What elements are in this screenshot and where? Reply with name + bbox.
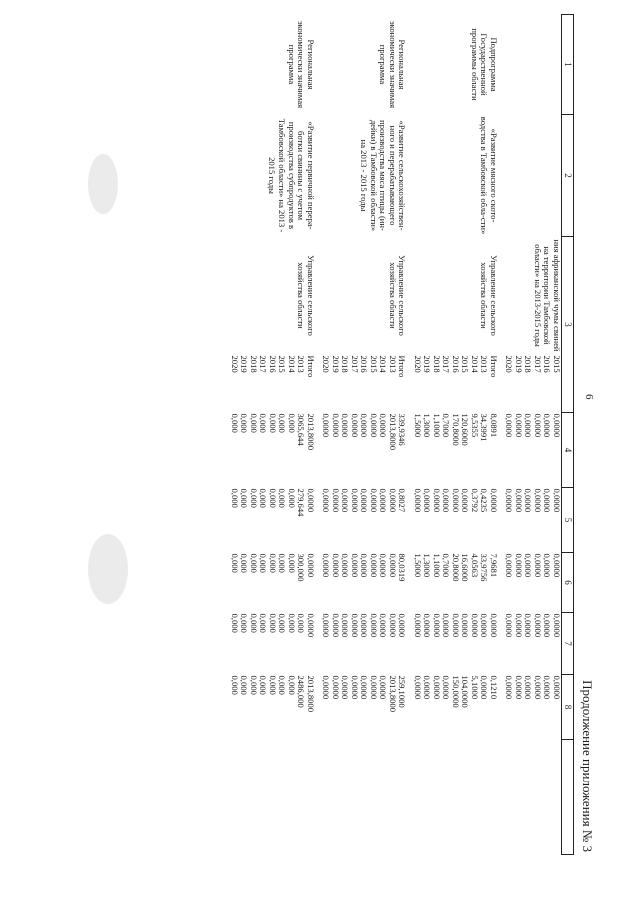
value-cell: 0,0000 [533,488,543,513]
executor-text: Управление сельского хозяйства области [387,255,408,336]
value-cell: 0,0000 [340,413,351,438]
year-cell: 2013 [388,355,398,373]
value-cell: 1,5000 [413,553,423,578]
value-cell: 0,0000 [523,613,534,638]
value-cell: 0,000 [268,613,278,633]
extra-column [230,675,316,740]
table-row [413,15,499,855]
value-cell: 0,0000 [350,675,360,700]
value-cell: 0,000 [230,675,240,695]
blank-cell [413,740,499,855]
year-cell: 2014 [378,355,389,373]
year-cell: 2015 [460,355,471,373]
value-cell: 0,0000 [359,488,370,513]
value-cell: 0,0000 [552,553,562,578]
value-cell: 0,0000 [542,488,553,513]
header-col-1: 1 [562,15,574,115]
value-cell: 0,0000 [542,675,553,700]
value-cell: 0,0000 [306,553,316,578]
scan-stain [88,534,128,604]
year-cell: 2018 [432,355,442,373]
federal-column [321,488,407,553]
year-cell: 2017 [258,355,269,373]
value-cell: 0,0000 [432,488,442,513]
year-cell: 2013 [296,355,307,373]
value-cell: 0,0000 [321,553,332,578]
table-row [321,15,407,855]
header-row [562,15,574,855]
total-column [230,413,316,488]
value-cell: 0,000 [296,613,307,633]
value-cell: 0,0000 [470,613,480,638]
year-cell: 2018 [340,355,351,373]
value-cell: 0,8027 [397,488,408,513]
value-cell: 0,0000 [359,553,370,578]
value-cell: 0,000 [258,675,269,695]
extra-column [321,675,407,740]
value-cell: 0,4235 [479,488,490,513]
executor-cell [413,237,499,355]
year-cell: 2016 [542,355,553,373]
value-cell: 0,0000 [388,553,398,578]
value-cell: 0,000 [249,613,259,633]
value-cell: 0,0000 [533,413,543,438]
continuation-title: Продолжение приложения № 3 [580,680,595,852]
value-cell: 0,000 [230,613,240,633]
value-cell: 0,0000 [331,675,341,700]
program-name-cell: «Развитие первичной перера-ботки свинины с учетом производства субпродуктов в Тамбовской области» на 2013 - 2015 годы [267,118,316,233]
year-cell: 2020 [230,355,240,373]
year-cell: 2015 [277,355,288,373]
value-cell: 0,0000 [441,488,452,513]
value-cell: 0,0000 [340,675,351,700]
local-column [413,613,499,675]
blank-cell [230,740,316,855]
regional-column [321,553,407,613]
value-cell: 5,1000 [470,675,480,700]
value-cell: 0,000 [277,413,288,433]
year-cell: 2017 [350,355,360,373]
federal-column [230,488,316,553]
regional-column [504,553,562,613]
regional-column [230,553,316,613]
value-cell: 0,0000 [388,613,398,638]
value-cell: 0,0000 [413,675,423,700]
value-cell: 0,0000 [359,413,370,438]
value-cell: 0,0000 [504,553,515,578]
value-cell: 0,0000 [331,613,341,638]
year-cell: 2015 [369,355,379,373]
header-col-7: 7 [562,613,574,675]
value-cell: 1,1000 [432,553,442,578]
value-cell: 0,0000 [388,488,398,513]
table-row [504,15,562,855]
value-cell: 0,0000 [489,488,499,513]
year-cell: 2019 [514,355,524,373]
value-cell: 0,7000 [441,553,452,578]
value-cell: 120,6000 [460,413,471,446]
scan-stain [88,154,118,214]
year-cell: 2015 [552,355,562,373]
value-cell: 0,0000 [321,413,332,438]
executor-cell [504,237,562,355]
year-cell: 2014 [287,355,297,373]
program-type-cell: Региональная экономически значимая программа [378,20,408,109]
year-column [413,355,499,413]
value-cell: 0,000 [258,413,269,433]
value-cell: 0,0000 [451,488,461,513]
value-cell: 0,0000 [460,488,471,513]
local-column [504,613,562,675]
regional-column [413,553,499,613]
value-cell: 0,0000 [514,553,524,578]
program-type-cell [504,15,562,115]
executor-cell [321,237,407,355]
value-cell: 0,0000 [523,675,534,700]
rotated-sheet [68,14,598,854]
executor-cell [230,237,316,355]
value-cell: 1,5000 [413,413,423,438]
value-cell: 0,0000 [359,613,370,638]
header-col-2: 2 [562,115,574,237]
value-cell: 0,000 [277,675,288,695]
year-cell: 2020 [413,355,423,373]
value-cell: 0,000 [258,553,269,573]
value-cell: 0,0000 [331,413,341,438]
value-cell: 0,0000 [514,675,524,700]
value-cell: 0,0000 [422,613,433,638]
program-name-cell: «Развитие мясного ското-водства в Тамбовской обла-сти» [479,116,499,235]
value-cell: 0,0000 [340,553,351,578]
executor-text: Управление сельского хозяйства области [296,255,316,336]
header-col-8: 8 [562,675,574,740]
value-cell: 0,000 [239,613,250,633]
year-cell: 2016 [359,355,370,373]
value-cell: 0,0000 [489,613,499,638]
value-cell: 0,000 [249,675,259,695]
value-cell: 0,0000 [504,488,515,513]
header-col-3: 3 [562,237,574,413]
value-cell: 170,8000 [451,413,461,446]
value-cell: 0,0000 [378,613,389,638]
value-cell: 9,5355 [470,413,480,438]
local-column [230,613,316,675]
value-cell: 8,0891 [489,413,499,438]
value-cell: 0,0000 [441,675,452,700]
value-cell: 0,0000 [514,413,524,438]
value-cell: 0,0000 [514,488,524,513]
value-cell: 0,000 [287,613,297,633]
value-cell: 0,000 [239,675,250,695]
value-cell: 0,000 [249,488,259,508]
value-cell: 0,000 [249,413,259,433]
value-cell: 0,0000 [533,675,543,700]
value-cell: 0,000 [287,553,297,573]
value-cell: 0,000 [230,488,240,508]
value-cell: 0,000 [268,553,278,573]
value-cell: 279,644 [296,488,307,517]
year-cell: Итого [397,355,408,378]
header-col-6: 6 [562,553,574,613]
value-cell: 0,0000 [331,488,341,513]
value-cell: 0,0000 [413,488,423,513]
value-cell: 0,0000 [552,613,562,638]
value-cell: 0,0000 [514,613,524,638]
value-cell: 0,0000 [504,675,515,700]
value-cell: 2013,8000 [388,675,398,713]
value-cell: 0,0000 [479,613,490,638]
value-cell: 0,000 [277,613,288,633]
value-cell: 0,000 [268,675,278,695]
total-column [504,413,562,488]
value-cell: 0,0000 [321,488,332,513]
executor-text: Управление сельского хозяйства области [479,255,499,336]
value-cell: 0,0000 [378,488,389,513]
value-cell: 0,000 [287,413,297,433]
value-cell: 0,0000 [359,675,370,700]
value-cell: 4,0563 [470,553,480,578]
value-cell: 0,0000 [552,675,562,700]
value-cell: 80,0319 [397,553,408,582]
blank-cell [504,740,562,855]
year-cell: 2016 [268,355,278,373]
federal-column [504,488,562,553]
value-cell: 0,000 [230,553,240,573]
year-cell: Итого [489,355,499,378]
value-cell: 0,0000 [306,613,316,638]
value-cell: 0,0000 [432,675,442,700]
value-cell: 0,0000 [460,613,471,638]
value-cell: 3065,644 [296,413,307,446]
year-cell: 2017 [533,355,543,373]
value-cell: 0,7000 [441,413,452,438]
value-cell: 0,0000 [432,613,442,638]
value-cell: 1,1000 [432,413,442,438]
year-cell: Итого [306,355,316,378]
year-cell: 2013 [479,355,490,373]
year-cell: 2019 [331,355,341,373]
value-cell: 0,0000 [504,613,515,638]
year-column [504,355,562,413]
value-cell: 0,0000 [350,553,360,578]
value-cell: 150,0000 [451,675,461,708]
extra-column [504,675,562,740]
value-cell: 0,000 [258,488,269,508]
value-cell: 0,0000 [542,553,553,578]
value-cell: 0,0000 [552,413,562,438]
program-name-continuation: ния африканской чумы свиней на территории Тамбовской области» на 2013-2015 годы [532,239,562,352]
year-cell: 2019 [239,355,250,373]
year-cell: 2018 [249,355,259,373]
value-cell: 0,0000 [378,553,389,578]
program-type-cell: Подпрограмма Государственной программы области [469,28,499,101]
value-cell: 0,0000 [321,675,332,700]
program-name-cell: «Развитие сельскохозяйствен-ного и перерабатывающего производства мяса птицы (ин-дейки) в Тамбовской области» на 2013 - 2015 годы [359,119,408,232]
value-cell: 16,6000 [460,553,471,582]
value-cell: 33,9756 [479,553,490,582]
header-col-4: 4 [562,413,574,488]
value-cell: 0,0000 [523,413,534,438]
value-cell: 0,0000 [378,413,389,438]
value-cell: 0,0000 [369,553,379,578]
value-cell: 0,0000 [552,488,562,513]
value-cell: 0,000 [287,675,297,695]
value-cell: 1,3000 [422,413,433,438]
value-cell: 300,000 [296,553,307,582]
value-cell: 0,000 [268,488,278,508]
value-cell: 0,0000 [369,613,379,638]
page-number: 6 [583,394,595,400]
value-cell: 0,000 [239,553,250,573]
value-cell: 0,000 [258,613,269,633]
value-cell: 0,000 [287,488,297,508]
year-cell: 2017 [441,355,452,373]
value-cell: 339,9346 [397,413,408,446]
value-cell: 0,0000 [321,613,332,638]
value-cell: 0,1210 [489,675,499,700]
value-cell: 0,3792 [470,488,480,513]
year-cell: 2018 [523,355,534,373]
value-cell: 2013,8000 [388,413,398,451]
table-row [230,15,316,855]
year-column [230,355,316,413]
value-cell: 0,0000 [369,675,379,700]
value-cell: 0,000 [268,413,278,433]
value-cell: 0,000 [277,553,288,573]
value-cell: 0,0000 [350,413,360,438]
value-cell: 0,0000 [451,613,461,638]
value-cell: 0,000 [239,413,250,433]
value-cell: 7,9681 [489,553,499,578]
appendix-table [230,14,575,855]
value-cell: 0,0000 [542,413,553,438]
program-type-cell: Региональная экономически значимая программа [286,20,316,109]
value-cell: 259,1000 [397,675,408,708]
local-column [321,613,407,675]
value-cell: 0,0000 [350,488,360,513]
value-cell: 0,000 [249,553,259,573]
value-cell: 0,0000 [504,413,515,438]
value-cell: 0,0000 [422,675,433,700]
header-col-blank [562,740,574,855]
value-cell: 0,000 [277,488,288,508]
extra-column [413,675,499,740]
year-cell: 2019 [422,355,433,373]
program-name-cell [504,115,562,237]
value-cell: 0,0000 [331,553,341,578]
value-cell: 0,0000 [523,488,534,513]
value-cell: 104,0000 [460,675,471,708]
value-cell: 1,3000 [422,553,433,578]
year-cell: 2016 [451,355,461,373]
total-column [321,413,407,488]
value-cell: 0,0000 [350,613,360,638]
year-cell: 2014 [470,355,480,373]
table-body [230,15,562,855]
total-column [413,413,499,488]
federal-column [413,488,499,553]
value-cell: 0,0000 [533,553,543,578]
value-cell: 0,0000 [378,675,389,700]
value-cell: 0,0000 [340,613,351,638]
value-cell: 2013,8000 [306,413,316,451]
value-cell: 34,3991 [479,413,490,442]
value-cell: 0,0000 [369,413,379,438]
value-cell: 2013,8000 [306,675,316,713]
header-col-5: 5 [562,488,574,553]
value-cell: 0,0000 [340,488,351,513]
value-cell: 2486,000 [296,675,307,708]
blank-cell [321,740,407,855]
year-cell: 2020 [321,355,332,373]
value-cell: 0,0000 [523,553,534,578]
value-cell: 20,8000 [451,553,461,582]
value-cell: 0,0000 [542,613,553,638]
value-cell: 0,0000 [422,488,433,513]
value-cell: 0,0000 [397,613,408,638]
year-cell: 2020 [504,355,515,373]
value-cell: 0,0000 [441,613,452,638]
value-cell: 0,0000 [369,488,379,513]
value-cell: 0,000 [239,488,250,508]
value-cell: 0,0000 [479,675,490,700]
value-cell: 0,0000 [533,613,543,638]
value-cell: 0,0000 [413,613,423,638]
year-column [321,355,407,413]
value-cell: 0,0000 [306,488,316,513]
value-cell: 0,000 [230,413,240,433]
